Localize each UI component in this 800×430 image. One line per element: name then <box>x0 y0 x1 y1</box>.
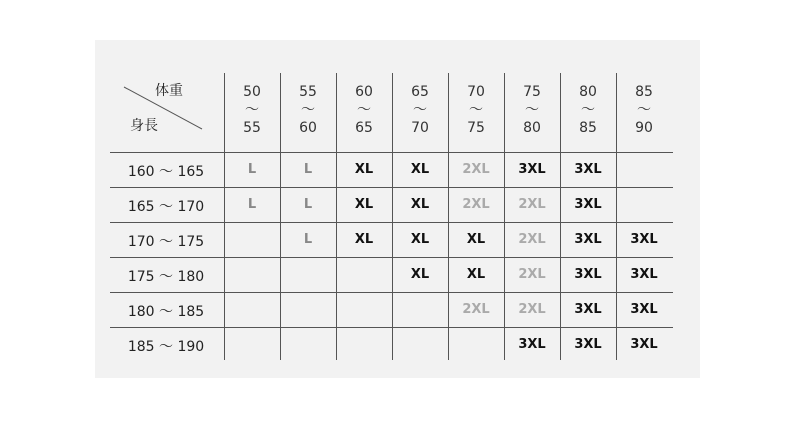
weight-range-to: 60 <box>299 120 317 136</box>
weight-range-from: 75 <box>523 84 541 100</box>
height-row-label: 175 ～ 180 <box>127 269 205 285</box>
weight-range-sep: ～ <box>357 102 371 118</box>
size-cell: 2XL <box>462 197 490 212</box>
size-cell: 3XL <box>574 337 602 352</box>
size-cell: XL <box>466 267 486 282</box>
weight-range-from: 70 <box>467 84 485 100</box>
size-cell: XL <box>354 197 374 212</box>
weight-range-sep: ～ <box>581 102 595 118</box>
weight-range-from: 85 <box>635 84 653 100</box>
weight-column-header <box>224 83 280 137</box>
size-cell: 3XL <box>630 267 658 282</box>
size-cell: XL <box>410 267 430 282</box>
weight-range-to: 90 <box>635 120 653 136</box>
size-cell: L <box>247 197 257 212</box>
size-cell: 2XL <box>518 267 546 282</box>
size-cell: 3XL <box>574 267 602 282</box>
weight-range-sep: ～ <box>413 102 427 118</box>
grid-hline <box>110 327 673 328</box>
height-row-label: 160 ～ 165 <box>127 164 205 180</box>
size-cell: 3XL <box>518 162 546 177</box>
grid-hline <box>110 222 673 223</box>
weight-range-from: 55 <box>299 84 317 100</box>
size-cell: L <box>247 162 257 177</box>
size-cell: 3XL <box>574 162 602 177</box>
size-cell: 2XL <box>518 302 546 317</box>
size-cell: 3XL <box>630 232 658 247</box>
grid-hline <box>110 187 673 188</box>
size-cell: 3XL <box>574 232 602 247</box>
weight-range-from: 80 <box>579 84 597 100</box>
weight-column-header <box>616 83 672 137</box>
weight-column-header <box>560 83 616 137</box>
weight-range-from: 65 <box>411 84 429 100</box>
weight-column-header <box>504 83 560 137</box>
size-cell: 3XL <box>630 302 658 317</box>
size-cell: 3XL <box>518 337 546 352</box>
size-cell: 2XL <box>518 232 546 247</box>
weight-range-to: 55 <box>243 120 261 136</box>
weight-range-to: 70 <box>411 120 429 136</box>
size-cell: 3XL <box>574 302 602 317</box>
weight-range-to: 85 <box>579 120 597 136</box>
weight-column-header <box>392 83 448 137</box>
size-cell: XL <box>410 197 430 212</box>
height-axis-label: 身長 <box>130 118 158 134</box>
height-row-label: 185 ～ 190 <box>127 339 205 355</box>
size-cell: 2XL <box>462 162 490 177</box>
size-cell: 2XL <box>518 197 546 212</box>
height-row-label: 165 ～ 170 <box>127 199 205 215</box>
grid-hline <box>110 292 673 293</box>
weight-range-to: 80 <box>523 120 541 136</box>
size-cell: XL <box>466 232 486 247</box>
size-cell: 2XL <box>462 302 490 317</box>
size-cell: XL <box>410 162 430 177</box>
weight-range-sep: ～ <box>637 102 651 118</box>
size-cell: L <box>303 197 313 212</box>
size-cell: 3XL <box>574 197 602 212</box>
weight-range-to: 65 <box>355 120 373 136</box>
weight-range-sep: ～ <box>469 102 483 118</box>
size-cell: 3XL <box>630 337 658 352</box>
size-cell: L <box>303 162 313 177</box>
size-cell: XL <box>354 232 374 247</box>
height-row-label: 170 ～ 175 <box>127 234 205 250</box>
weight-range-to: 75 <box>467 120 485 136</box>
grid-hline <box>110 152 673 153</box>
size-cell: XL <box>354 162 374 177</box>
grid-hline <box>110 257 673 258</box>
size-cell: XL <box>410 232 430 247</box>
weight-range-sep: ～ <box>245 102 259 118</box>
weight-column-header <box>336 83 392 137</box>
weight-column-header <box>448 83 504 137</box>
weight-range-from: 50 <box>243 84 261 100</box>
weight-range-sep: ～ <box>301 102 315 118</box>
weight-axis-label: 体重 <box>155 83 183 99</box>
weight-range-from: 60 <box>355 84 373 100</box>
size-cell: L <box>303 232 313 247</box>
weight-column-header <box>280 83 336 137</box>
weight-range-sep: ～ <box>525 102 539 118</box>
height-row-label: 180 ～ 185 <box>127 304 205 320</box>
